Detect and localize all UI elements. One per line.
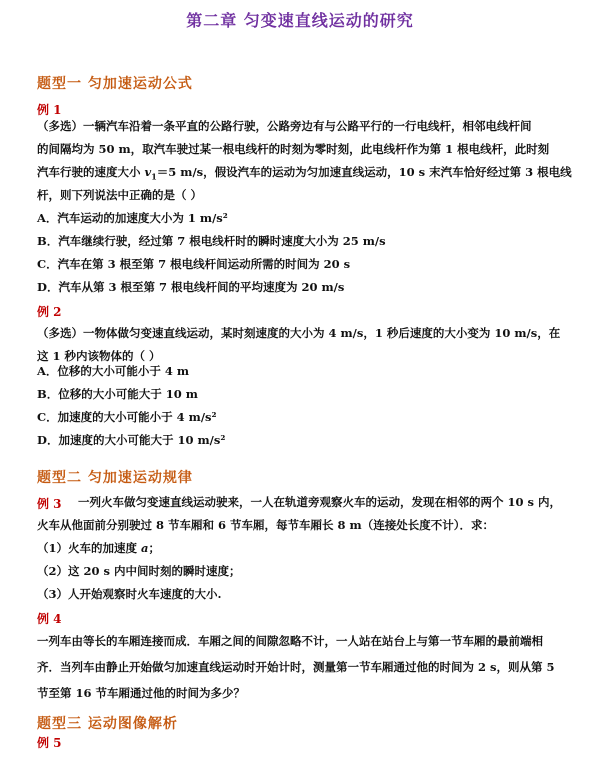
example-3-question-1-text: （1）火车的加速度 xyxy=(37,541,142,555)
example-3-stem-line-2: 火车从他面前分别驶过 8 节车厢和 6 节车厢，每节车厢长 8 m（连接处长度不计）．求： xyxy=(37,518,494,532)
example-1-stem-line-3-end: ＝5 m/s，假设汽车的运动为匀加速直线运动，10 s 末汽车恰好经过第 3 根电线 xyxy=(156,165,572,179)
example-1-stem-line-3-start: 汽车行驶的速度大小 xyxy=(37,165,145,179)
example-3-question-1-end: ； xyxy=(148,541,160,555)
section-heading-3: 题型三 运动图像解析 xyxy=(37,716,178,732)
section-heading-2: 题型二 匀加速运动规律 xyxy=(37,470,193,486)
example-3-question-3: （3）人开始观察时火车速度的大小. xyxy=(37,587,222,601)
example-2-option-b: B．位移的大小可能大于 10 m xyxy=(37,387,198,401)
velocity-subscript: 1 xyxy=(151,171,157,182)
example-3-label: 例 3 xyxy=(37,497,62,511)
acceleration-symbol: a xyxy=(141,541,149,555)
section-heading-1: 题型一 匀加速运动公式 xyxy=(37,76,193,92)
example-1-stem-line-2: 的间隔均为 50 m，取汽车驶过某一根电线杆的时刻为零时刻，此电线杆作为第 1 根电线杆，此时刻 xyxy=(37,142,550,156)
example-1-label: 例 1 xyxy=(37,103,62,117)
example-1-option-c: C．汽车在第 3 根至第 7 根电线杆间运动所需的时间为 20 s xyxy=(37,257,351,271)
example-1-stem-line-4: 杆，则下列说法中正确的是（ ） xyxy=(37,188,203,202)
example-1-option-d: D．汽车从第 3 根至第 7 根电线杆间的平均速度为 20 m/s xyxy=(37,280,345,294)
example-1-stem-line-3 xyxy=(37,165,572,183)
example-4-body: 一列车由等长的车厢连接而成．车厢之间的间隙忽略不计，一人站在站台上与第一节车厢的最前端相齐．当列车由静止开始做匀加速直线运动时开始计时，测量第一节车厢通过他的时间为 2 s，则从第 5 节至第 16 节车厢通过他的时间为多少？ xyxy=(37,634,555,700)
example-2-stem-line-1: （多选）一物体做匀变速直线运动，某时刻速度的大小为 4 m/s，1 秒后速度的大小变为 10 m/s，在 xyxy=(37,326,561,340)
example-1-stem-line-1: （多选）一辆汽车沿着一条平直的公路行驶，公路旁边有与公路平行的一行电线杆，相邻电线杆间 xyxy=(37,119,532,133)
example-2-option-d: D．加速度的大小可能大于 10 m/s² xyxy=(37,433,226,447)
example-1-option-b: B．汽车继续行驶，经过第 7 根电线杆时的瞬时速度大小为 25 m/s xyxy=(37,234,386,248)
example-2-option-a: A．位移的大小可能小于 4 m xyxy=(37,364,190,378)
example-3-question-1 xyxy=(37,541,160,555)
chapter-title: 第二章 匀变速直线运动的研究 xyxy=(186,11,414,30)
example-3-question-2: （2）这 20 s 内中间时刻的瞬时速度； xyxy=(37,564,241,578)
example-3-stem-line-1: 一列火车做匀变速直线运动驶来，一人在轨道旁观察火车的运动，发现在相邻的两个 10 s 内， xyxy=(78,495,561,509)
example-2-stem-line-2: 这 1 秒内该物体的（ ） xyxy=(37,349,161,363)
example-1-option-a: A．汽车运动的加速度大小为 1 m/s² xyxy=(37,211,228,225)
example-2-option-c: C．加速度的大小可能小于 4 m/s² xyxy=(37,410,217,424)
velocity-symbol: v xyxy=(144,165,152,179)
example-2-label: 例 2 xyxy=(37,305,62,319)
example-4-label: 例 4 xyxy=(37,612,62,626)
example-5-label: 例 5 xyxy=(37,736,62,750)
